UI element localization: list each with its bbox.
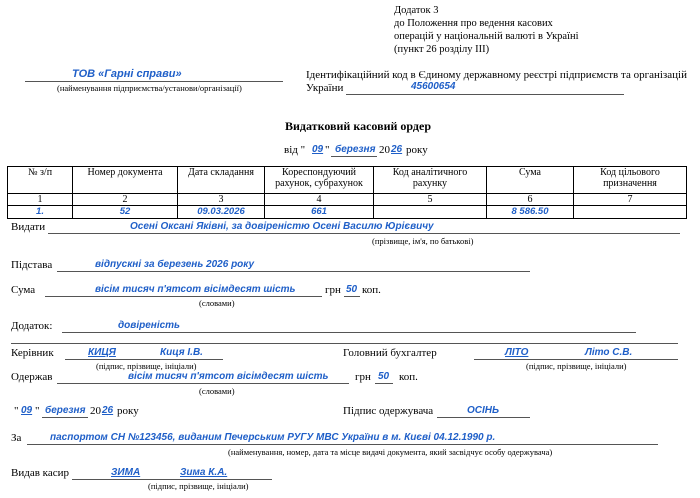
col-header-corr-account: Кореспондуючий рахунок, субрахунок [265,167,374,194]
kasyr-caption: (підпис, прізвище, ініціали) [148,481,249,491]
table-row [8,206,687,219]
suma-underline [45,296,322,297]
accountant-name: Літо С.В. [585,347,633,358]
kasyr-name: Зима К.А. [180,467,228,478]
col-number: 3 [178,194,265,206]
vydaty-caption: (прізвище, ім'я, по батькові) [372,236,474,246]
date-year: 26 [391,144,403,155]
oderzhav-kop-value: 50 [378,371,390,382]
oderzhav-label: Одержав [11,371,53,383]
col-number: 5 [374,194,487,206]
vydaty-label: Видати [11,221,46,233]
suma-grn: грн [325,284,341,296]
cell-purpose-code [574,206,687,219]
kerivnyk-label: Керівник [11,347,54,359]
suma-caption: (словами) [199,298,235,308]
accountant-sign: ЛІТО [505,347,529,358]
date-month-underline [331,156,377,157]
pidstava-value: відпускні за березень 2026 року [95,259,255,270]
oderzhav-underline [57,383,349,384]
date2-year-prefix: 20 [90,405,101,417]
suma-kop-value: 50 [346,284,358,295]
cell-doc-number: 52 [73,206,178,219]
col-number: 2 [73,194,178,206]
date2-suffix: року [117,405,139,417]
pidstava-underline [57,271,530,272]
col-number: 7 [574,194,687,206]
cell-analytic-code [374,206,487,219]
cell-date: 09.03.2026 [178,206,265,219]
col-number: 4 [265,194,374,206]
oderzhav-grn: грн [355,371,371,383]
vydaty-value: Осені Оксані Яківні, за довіреністю Осені Василю Юрієвичу [130,221,434,232]
col-number: 1 [8,194,73,206]
kasyr-label: Видав касир [11,467,69,479]
appendix-line-1: Додаток 3 [394,5,439,16]
order-table [7,166,687,219]
date-suffix: року [406,144,428,156]
pidpys-label: Підпис одержувача [343,405,434,417]
pidpys-underline [437,417,530,418]
oderzhav-value: вісім тисяч п'ятсот вісімдесят шість [128,371,329,382]
dodatok-label: Додаток: [11,320,53,332]
cell-corr-account: 661 [265,206,374,219]
appendix-line-3: операцій у національній валюті в Україні [394,31,579,42]
date2-day: 09 [21,405,33,416]
kerivnyk-underline [65,359,223,360]
date2-open: " [14,405,19,417]
appendix-line-4: (пункт 26 розділу III) [394,44,490,55]
col-header-doc-number: Номер документа [73,167,178,194]
dodatok-underline [62,332,636,333]
col-header-date: Дата складання [178,167,265,194]
suma-kop: коп. [362,284,381,296]
date2-close: " [35,405,40,417]
id-code-label-2: України [306,82,344,94]
date2-year: 26 [102,405,114,416]
col-header-number: № з/п [8,167,73,194]
vydaty-underline [48,233,680,234]
id-code-underline [346,94,624,95]
col-header-purpose-code: Код цільового призначення [574,167,687,194]
date-quote: " [325,144,330,156]
za-caption: (найменування, номер, дата та місце видачі документа, який засвідчує особу одержувача) [228,447,553,457]
kerivnyk-sign: КИЦЯ [88,347,116,358]
col-header-analytic-code: Код аналітичного рахунку [374,167,487,194]
cell-sum: 8 586.50 [487,206,574,219]
suma-value: вісім тисяч п'ятсот вісімдесят шість [95,284,296,295]
cell-number: 1. [8,206,73,219]
id-code-value: 45600654 [411,81,456,92]
date2-month: березня [45,405,86,416]
oderzhav-kop-underline [375,383,393,384]
oderzhav-kop: коп. [399,371,418,383]
col-header-sum: Сума [487,167,574,194]
appendix-line-2: до Положення про ведення касових [394,18,553,29]
accountant-underline [474,359,678,360]
kasyr-sign: ЗИМА [111,467,141,478]
id-code-label-1: Ідентифікаційний код в Єдиному державному реєстрі підприємств та організацій [306,69,687,81]
suma-label: Сума [11,284,36,296]
accountant-label: Головний бухгалтер [343,347,437,359]
kerivnyk-name: Киця І.В. [160,347,203,358]
dodatok-value: довіреність [118,320,180,331]
za-value: паспортом СН №123456, виданим Печерським РУГУ МВС України в м. Києві 04.12.1990 р. [50,432,496,443]
date-day: 09 [312,144,324,155]
za-underline [27,444,658,445]
col-number: 6 [487,194,574,206]
document-title: Видатковий касовий ордер [285,119,431,133]
za-label: За [11,432,22,444]
org-underline [25,81,283,82]
accountant-caption: (підпис, прізвище, ініціали) [526,361,627,371]
kerivnyk-caption: (підпис, прізвище, ініціали) [96,361,197,371]
kasyr-underline [72,479,272,480]
date-year-prefix: 20 [379,144,390,156]
suma-kop-underline [344,296,360,297]
org-name: ТОВ «Гарні справи» [72,68,182,80]
date2-month-underline [42,417,88,418]
date-month: березня [335,144,376,155]
dodatok-underline-2 [11,343,678,344]
pidstava-label: Підстава [11,259,53,271]
date-prefix: від " [284,144,306,156]
pidpys-value: ОСІНЬ [467,405,500,416]
oderzhav-caption: (словами) [199,386,235,396]
org-caption: (найменування підприємства/установи/організації) [57,83,242,93]
